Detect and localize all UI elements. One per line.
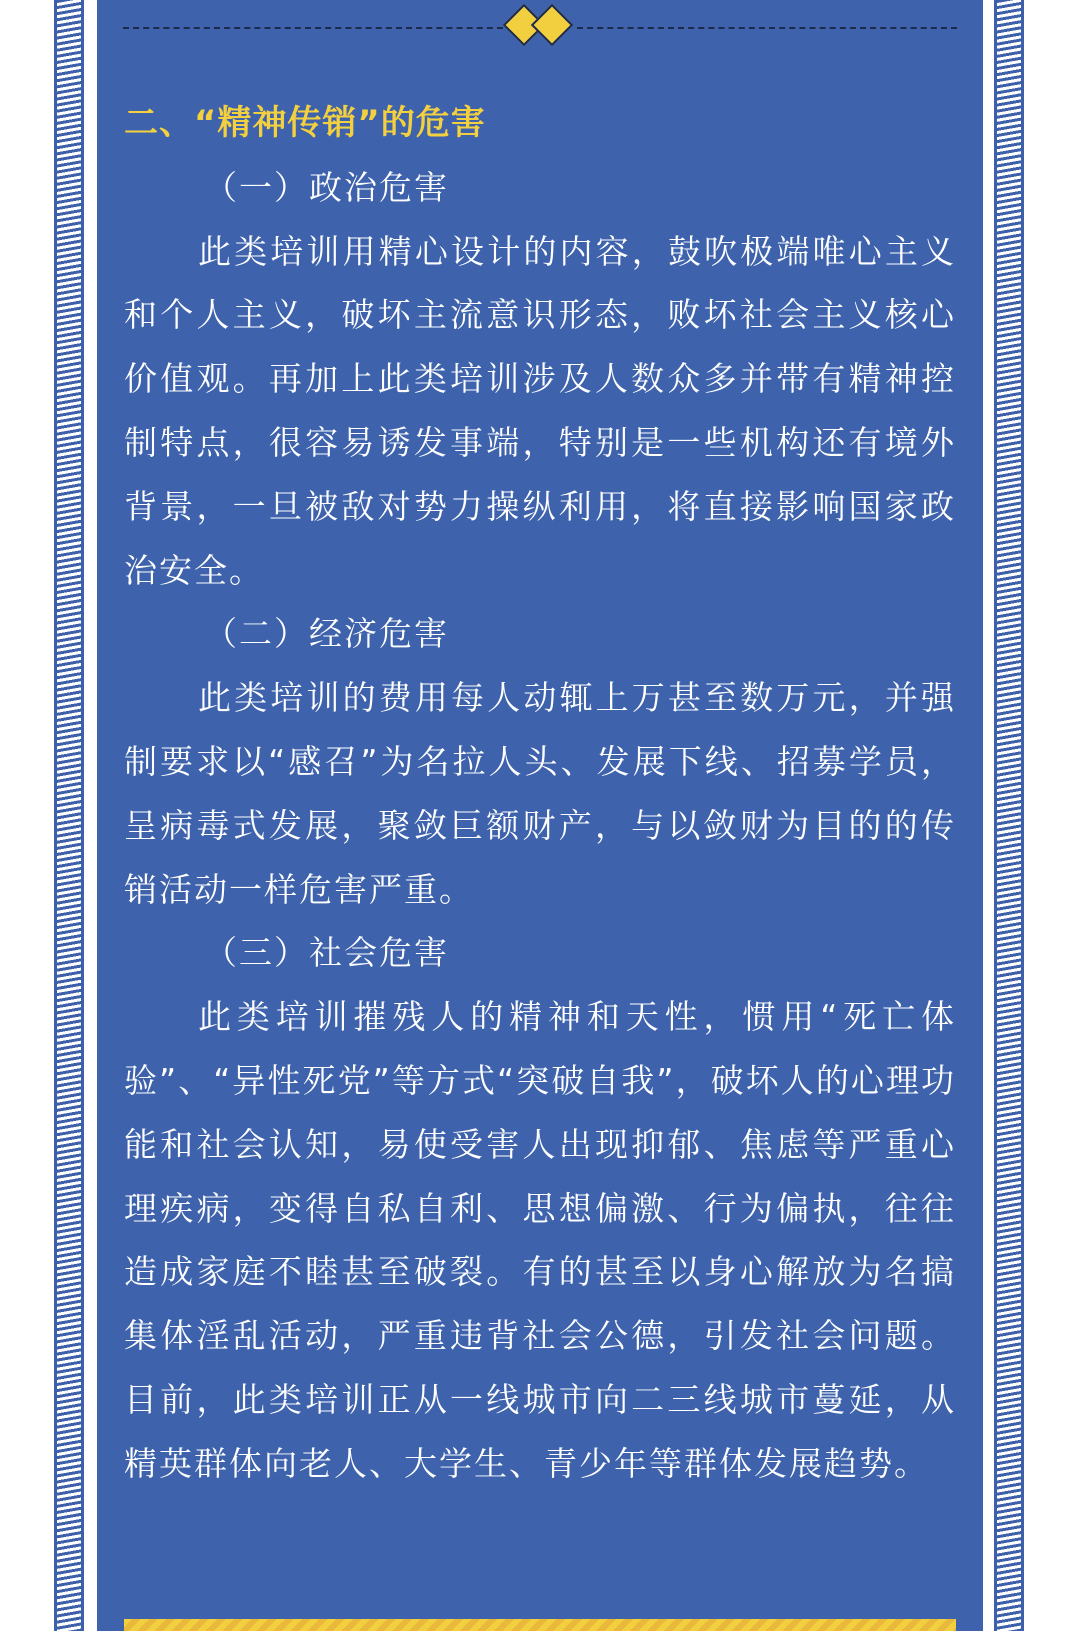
diamond-ornament-icon [531,4,573,46]
subsection-body-social: 此类培训摧残人的精神和天性，惯用“死亡体验”、“异性死党”等方式“突破自我”，破坏人的心理功能和社会认知，易使受害人出现抑郁、焦虑等严重心理疾病，变得自私自利、思想偏激、行为偏执，往往造成家庭不睦甚至破裂。有的甚至以身心解放为名搞集体淫乱活动，严重违背社会公德，引发社会问题。目前，此类培训正从一线城市向二三线城市蔓延，从精英群体向老人、大学生、青少年等群体发展趋势。 [124,997,956,1483]
top-dashed-divider-left [123,27,503,29]
section-title: 二、“精神传销”的危害 [124,103,486,143]
bottom-decorative-strip [124,1619,956,1631]
article-content [124,92,956,1496]
subsection-body-political: 此类培训用精心设计的内容，鼓吹极端唯心主义和个人主义，破坏主流意识形态，败坏社会主义核心价值观。再加上此类培训涉及人数众多并带有精神控制特点，很容易诱发事端，特别是一些机构还有境外背景，一旦被敌对势力操纵利用，将直接影响国家政治安全。 [124,231,956,590]
top-dashed-divider-right [577,27,957,29]
subsection-heading-social: （三）社会危害 [204,933,449,973]
subsection-body-economic: 此类培训的费用每人动辄上万甚至数万元，并强制要求以“感召”为名拉人头、发展下线、招募学员，呈病毒式发展，聚敛巨额财产，与以敛财为目的的传销活动一样危害严重。 [124,678,956,909]
subsection-heading-economic: （二）经济危害 [204,614,449,654]
article-panel [97,0,983,1631]
subsection-heading-political: （一）政治危害 [204,167,449,207]
left-decorative-border [54,0,84,1631]
right-decorative-border [994,0,1024,1631]
